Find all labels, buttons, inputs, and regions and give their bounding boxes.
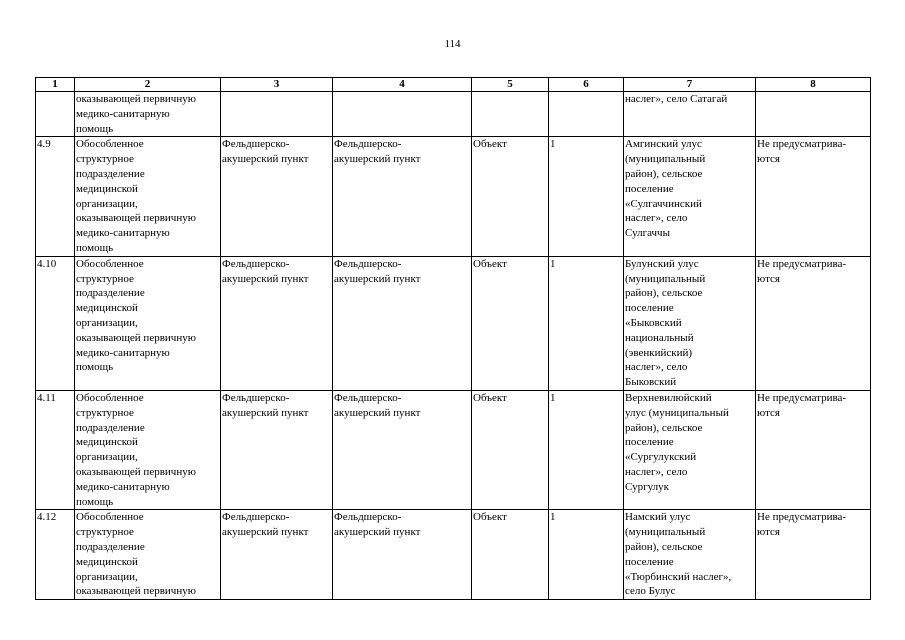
cell-location	[624, 510, 756, 600]
cell-name	[75, 256, 221, 390]
cell-count-text: 1	[550, 511, 556, 524]
column-header: 2	[75, 78, 221, 92]
cell-count	[549, 510, 624, 600]
table-row	[36, 390, 871, 509]
cell-status	[756, 390, 871, 509]
cell-type	[221, 390, 333, 509]
table-row	[36, 137, 871, 256]
cell-location-text: Намский улус (муниципальный район), сельское поселение «Тюрбинский наслег», село Булус	[625, 511, 732, 598]
cell-profile-text: Фельдшерско- акушерский пункт	[334, 138, 421, 166]
cell-kind	[472, 510, 549, 600]
column-header: 1	[36, 78, 75, 92]
cell-kind	[472, 390, 549, 509]
cell-count-text: 1	[550, 257, 556, 270]
cell-status	[756, 256, 871, 390]
cell-name-text: Обособленное структурное подразделение медицинской организации, оказывающей первичную медико-санитарную помощь	[76, 138, 196, 254]
cell-number-text: 4.10	[37, 257, 57, 270]
cell-status-text: Не предусматрива- ются	[757, 138, 847, 166]
cell-profile-text: Фельдшерско- акушерский пункт	[334, 257, 421, 285]
column-header: 7	[624, 78, 756, 92]
cell-location-text: Амгинский улус (муниципальный район), сельское поселение «Сулгаччинский наслег», село Сулгаччы	[625, 138, 706, 240]
cell-name-text: Обособленное структурное подразделение медицинской организации, оказывающей первичную	[76, 511, 196, 598]
table-header-row	[36, 78, 871, 92]
cell-kind-text: Объект	[473, 511, 507, 524]
column-header: 3	[221, 78, 333, 92]
cell-status	[756, 137, 871, 256]
cell-profile-text: Фельдшерско- акушерский пункт	[334, 511, 421, 539]
cell-status-text: Не предусматрива- ются	[757, 511, 847, 539]
cell-name-text: оказывающей первичную медико-санитарную помощь	[76, 93, 196, 135]
cell-kind	[472, 92, 549, 137]
cell-count-text: 1	[550, 391, 556, 404]
cell-kind-text: Объект	[473, 138, 507, 151]
cell-count	[549, 390, 624, 509]
cell-type	[221, 256, 333, 390]
cell-location	[624, 92, 756, 137]
cell-location	[624, 137, 756, 256]
cell-number	[36, 390, 75, 509]
cell-status	[756, 510, 871, 600]
cell-type	[221, 137, 333, 256]
page-number: 114	[444, 38, 461, 50]
cell-location	[624, 390, 756, 509]
cell-location	[624, 256, 756, 390]
cell-type	[221, 510, 333, 600]
cell-count	[549, 137, 624, 256]
table-row	[36, 510, 871, 600]
cell-name-text: Обособленное структурное подразделение медицинской организации, оказывающей первичную медико-санитарную помощь	[76, 391, 196, 508]
cell-name-text: Обособленное структурное подразделение медицинской организации, оказывающей первичную медико-санитарную помощь	[76, 257, 196, 374]
table-row	[36, 92, 871, 137]
cell-number-text: 4.12	[37, 511, 57, 524]
column-header: 5	[472, 78, 549, 92]
cell-number	[36, 256, 75, 390]
cell-kind-text: Объект	[473, 391, 507, 404]
cell-type	[221, 92, 333, 137]
cell-profile	[333, 92, 472, 137]
cell-number	[36, 510, 75, 600]
cell-number-text: 4.9	[37, 138, 51, 151]
column-header: 6	[549, 78, 624, 92]
cell-type-text: Фельдшерско- акушерский пункт	[222, 511, 309, 539]
cell-status	[756, 92, 871, 137]
cell-status-text: Не предусматрива- ются	[757, 257, 847, 285]
table-body	[36, 92, 871, 600]
cell-name	[75, 137, 221, 256]
cell-kind-text: Объект	[473, 257, 507, 270]
document-table	[35, 77, 871, 600]
cell-location-text: Булунский улус (муниципальный район), сельское поселение «Быковский национальный (эвенкийский) наслег», село Быковский	[625, 257, 706, 389]
cell-status-text: Не предусматрива- ются	[757, 391, 847, 419]
cell-kind	[472, 256, 549, 390]
cell-number-text: 4.11	[37, 391, 56, 404]
cell-profile	[333, 510, 472, 600]
cell-profile	[333, 137, 472, 256]
cell-profile	[333, 256, 472, 390]
cell-name	[75, 92, 221, 137]
cell-count	[549, 256, 624, 390]
cell-type-text: Фельдшерско- акушерский пункт	[222, 391, 309, 419]
cell-type-text: Фельдшерско- акушерский пункт	[222, 257, 309, 285]
column-header: 8	[756, 78, 871, 92]
cell-profile-text: Фельдшерско- акушерский пункт	[334, 391, 421, 419]
cell-kind	[472, 137, 549, 256]
cell-count	[549, 92, 624, 137]
column-header: 4	[333, 78, 472, 92]
cell-location-text: наслег», село Сатагай	[625, 93, 728, 105]
cell-count-text: 1	[550, 138, 556, 151]
cell-name	[75, 510, 221, 600]
cell-location-text: Верхневилюйский улус (муниципальный район), сельское поселение «Сургулукский наслег», село Сургулук	[625, 391, 729, 493]
cell-number	[36, 137, 75, 256]
cell-type-text: Фельдшерско- акушерский пункт	[222, 138, 309, 166]
cell-name	[75, 390, 221, 509]
cell-number	[36, 92, 75, 137]
cell-profile	[333, 390, 472, 509]
table-row	[36, 256, 871, 390]
